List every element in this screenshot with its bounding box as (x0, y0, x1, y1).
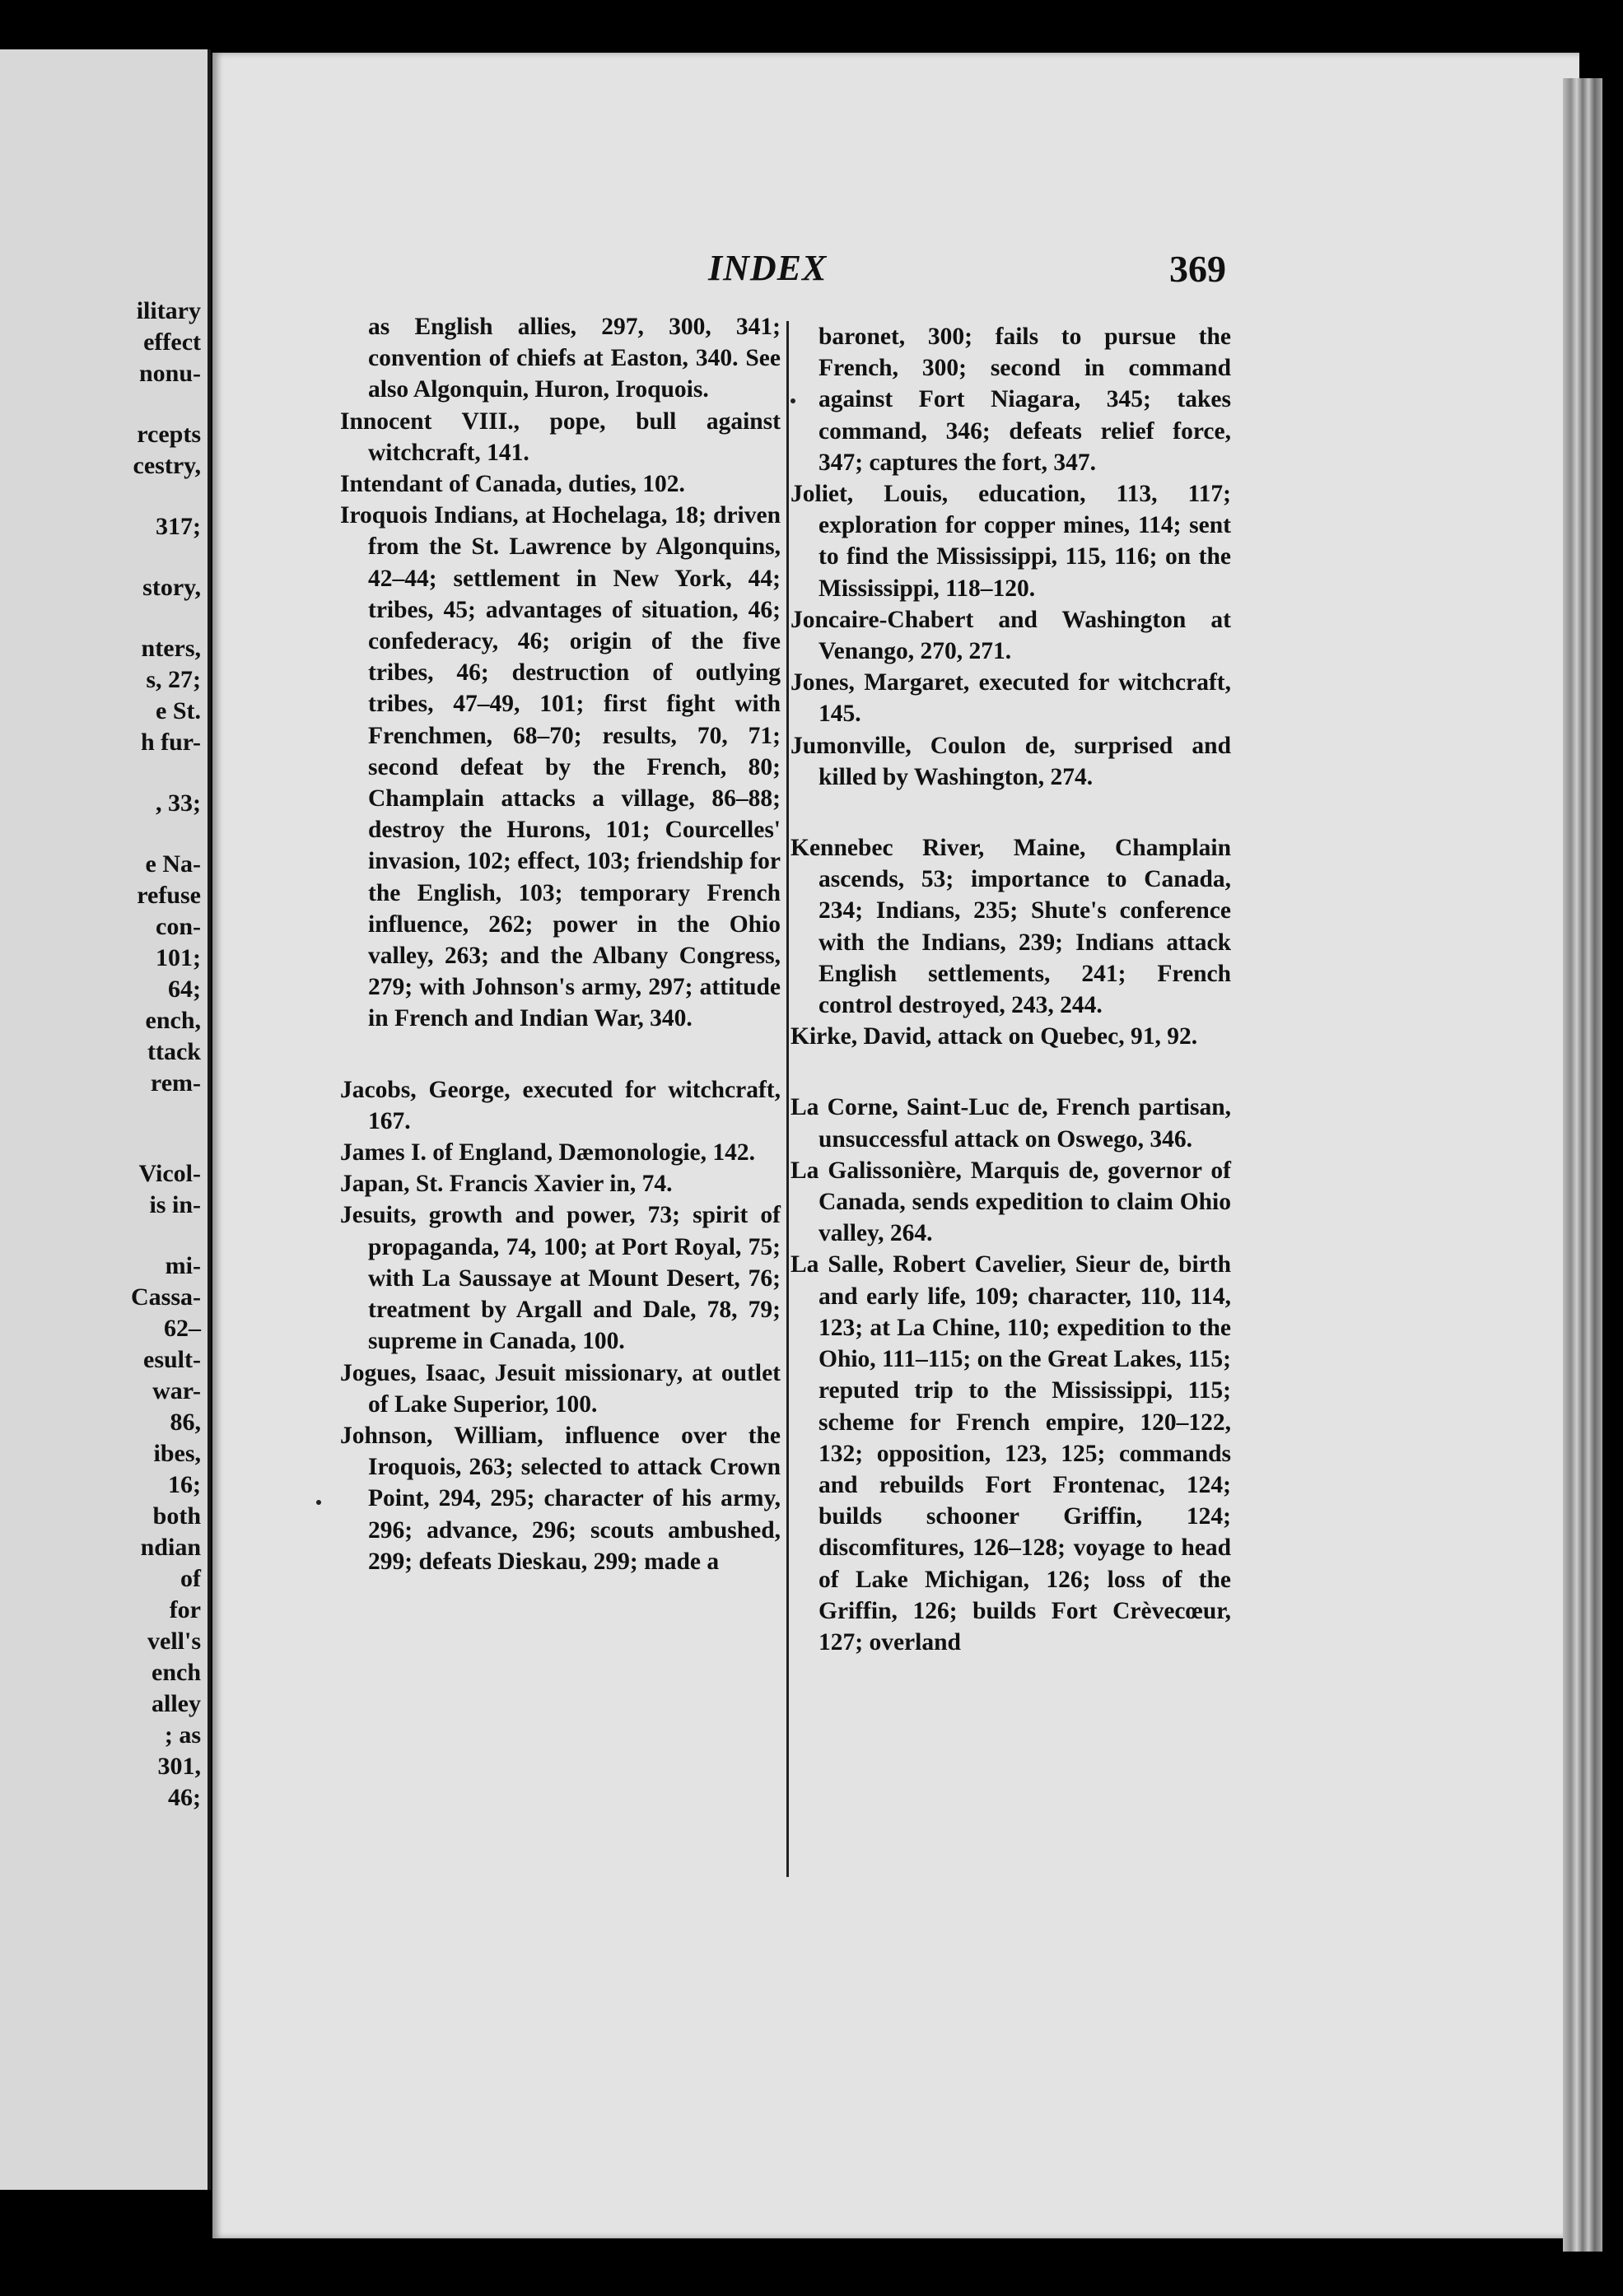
index-entry: Jogues, Isaac, Jesuit missionary, at outlet of Lake Superior, 100. (340, 1359, 781, 1418)
previous-page-fragment: is in- (149, 1191, 201, 1218)
previous-page-fragment: ibes, (153, 1440, 201, 1467)
previous-page-fragment: rcepts (137, 421, 201, 448)
previous-page-fragment: story, (142, 574, 201, 601)
previous-page-fragment: war- (152, 1377, 201, 1404)
previous-page-fragment: e Na- (145, 850, 201, 878)
index-entry: La Galissonière, Marquis de, governor of Canada, sends expedition to claim Ohio valley, 264. (791, 1157, 1231, 1247)
previous-page-fragment: ilitary (136, 297, 201, 324)
previous-page-fragment: rem- (150, 1069, 201, 1097)
previous-page-fragment: both (152, 1502, 201, 1530)
index-entry: Japan, St. Francis Xavier in, 74. (340, 1171, 673, 1198)
previous-page-fragment: for (169, 1596, 201, 1623)
previous-page-fragment: Vicol- (138, 1160, 201, 1187)
index-entry: Intendant of Canada, duties, 102. (340, 471, 685, 498)
letter-section-gap (791, 793, 1231, 832)
previous-page-fragment: 62– (164, 1315, 201, 1342)
previous-page (0, 49, 211, 2190)
index-entry: Joliet, Louis, education, 113, 117; exploration for copper mines, 114; sent to find the Mississippi, 115, 116; on the Mississippi, 118–120. (791, 481, 1231, 602)
previous-page-fragment: cestry, (133, 452, 201, 479)
letter-section-gap (791, 1052, 1231, 1092)
index-entry: Jones, Margaret, executed for witchcraft, 145. (791, 669, 1231, 728)
previous-page-fragment: 86, (170, 1409, 201, 1436)
previous-page-fragment: 317; (156, 513, 201, 540)
previous-page-fragment: vell's (147, 1628, 201, 1655)
previous-page-fragment: ; as (164, 1721, 201, 1749)
index-column-right (791, 321, 1231, 1658)
page-number: 369 (1169, 248, 1226, 290)
previous-page-fragment: alley (152, 1690, 201, 1717)
previous-page-fragment: nters, (141, 635, 201, 662)
page-binding-edge (1563, 78, 1602, 2252)
previous-page-fragment: 301, (157, 1753, 201, 1780)
print-speck (791, 398, 795, 403)
index-entry: La Corne, Saint-Luc de, French partisan, unsuccessful attack on Oswego, 346. (791, 1094, 1231, 1153)
column-divider (786, 321, 789, 1877)
previous-page-fragment: h fur- (140, 729, 201, 756)
index-entry: Johnson, William, influence over the Iroquois, 263; selected to attack Crown Point, 294, 295; character of his army, 296; advance, 296; scouts ambushed, 299; defeats Dieskau, 299; made a (340, 1422, 781, 1575)
index-entry: Kirke, David, attack on Quebec, 91, 92. (791, 1023, 1198, 1050)
index-entry: Innocent VIII., pope, bull against witchcraft, 141. (340, 408, 781, 466)
previous-page-fragment: ttack (147, 1038, 201, 1065)
previous-page-fragment: effect (143, 328, 201, 356)
index-entry-continued: as English allies, 297, 300, 341; convention of chiefs at Easton, 340. See also Algonquin, Huron, Iroquois. (368, 314, 781, 403)
previous-page-fragment: 46; (168, 1784, 201, 1811)
index-entry: James I. of England, Dæmonologie, 142. (340, 1139, 755, 1167)
index-entry: Kennebec River, Maine, Champlain ascends, 53; importance to Canada, 234; Indians, 235; Shute's conference with the Indians, 239; Indians attack English settlements, 241; French control destroyed, 243, 244. (791, 835, 1231, 1019)
print-speck (316, 1500, 321, 1505)
index-entry: Jacobs, George, executed for witchcraft, 167. (340, 1076, 781, 1134)
previous-page-fragment: 101; (156, 944, 201, 971)
previous-page-fragment: s, 27; (146, 666, 201, 693)
letter-section-gap (340, 1035, 781, 1074)
index-column-left (340, 311, 781, 1577)
index-entry: Jumonville, Coulon de, surprised and killed by Washington, 274. (791, 732, 1231, 790)
previous-page-fragment: Cassa- (130, 1283, 201, 1311)
previous-page-fragment: 16; (168, 1471, 201, 1498)
running-head: INDEX (708, 248, 828, 288)
index-entry: La Salle, Robert Cavelier, Sieur de, birth and early life, 109; character, 110, 114, 123; at La Chine, 110; expedition to the Ohio, 111–115; on the Great Lakes, 115; reputed trip to the Mississippi, 115; scheme for French empire, 120–122, 132; opposition, 123, 125; commands and rebuilds Fort Frontenac, 124; builds schooner Griffin, 124; discomfitures, 126–128; voyage to head of Lake Michigan, 126; loss of the Griffin, 126; builds Fort Crèvecœur, 127; overland (791, 1251, 1231, 1656)
previous-page-fragment: nonu- (138, 360, 201, 387)
previous-page-fragment: refuse (137, 882, 201, 909)
previous-page-fragment: , 33; (156, 789, 201, 817)
previous-page-fragment: esult- (143, 1346, 201, 1373)
previous-page-fragment: ench, (145, 1007, 201, 1034)
index-entry: Iroquois Indians, at Hochelaga, 18; driven from the St. Lawrence by Algonquins, 42–44; settlement in New York, 44; tribes, 45; advantages of situation, 46; confederacy, 46; origin of the five tribes, 46; destruction of outlying tribes, 47–49, 101; first fight with Frenchmen, 68–70; results, 70, 71; second defeat by the French, 80; Champlain attacks a village, 86–88; destroy the Hurons, 101; Courcelles' invasion, 102; effect, 103; friendship for the English, 103; temporary French influence, 262; power in the Ohio valley, 263; and the Albany Congress, 279; with Johnson's army, 297; attitude in French and Indian War, 340. (340, 502, 781, 1032)
previous-page-fragment: e St. (156, 697, 201, 724)
previous-page-fragment: of (180, 1565, 201, 1592)
previous-page-fragment: con- (156, 913, 201, 940)
index-entry-continued: baronet, 300; fails to pursue the French, 300; second in command against Fort Niagara, 345; takes command, 346; defeats relief force, 347; captures the fort, 347. (818, 324, 1231, 476)
index-entry: Joncaire-Chabert and Washington at Venango, 270, 271. (791, 606, 1231, 665)
previous-page-fragment: ench (152, 1659, 201, 1686)
previous-page-fragment: ndian (140, 1534, 201, 1561)
previous-page-fragment: 64; (168, 976, 201, 1003)
previous-page-fragment: mi- (165, 1252, 201, 1279)
index-entry: Jesuits, growth and power, 73; spirit of propaganda, 74, 100; at Port Royal, 75; with La Saussaye at Mount Desert, 76; treatment by Argall and Dale, 78, 79; supreme in Canada, 100. (340, 1202, 781, 1355)
